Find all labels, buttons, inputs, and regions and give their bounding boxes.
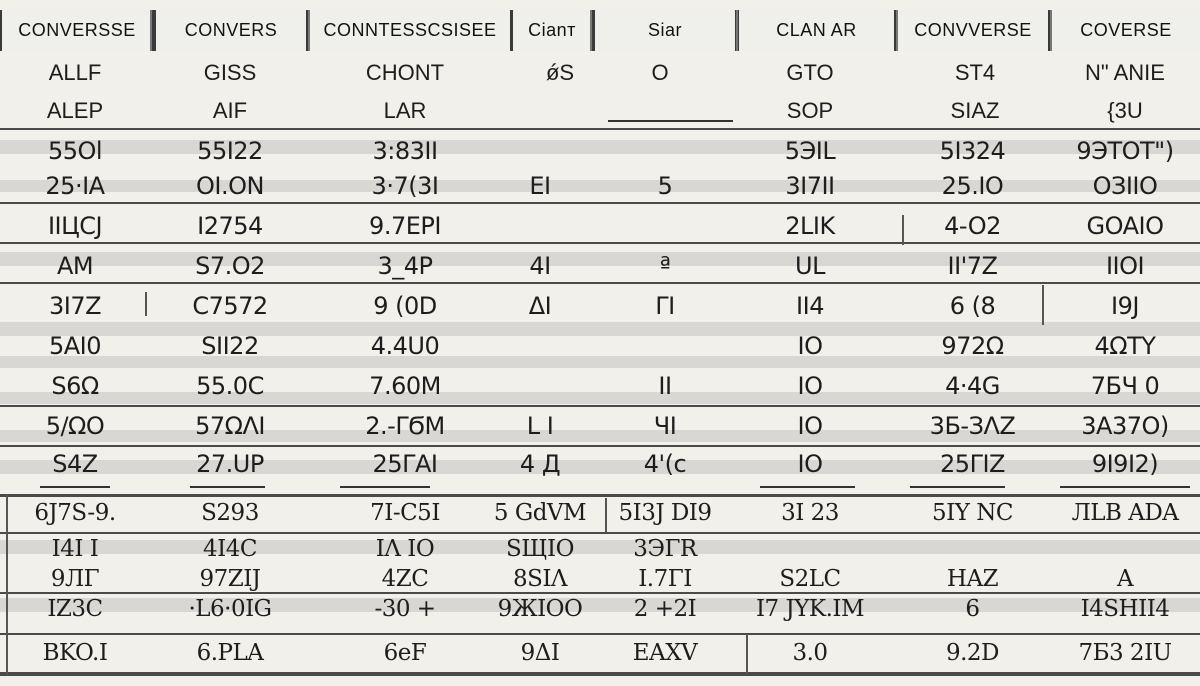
table-cell: 9ЭTOT") xyxy=(1076,137,1174,165)
row-divider xyxy=(0,445,1200,447)
header-cell: Siar xyxy=(595,10,735,51)
table-cell: 4 Д xyxy=(519,450,561,478)
header-cell: CONNTESSCSISEE xyxy=(310,10,510,51)
table-cell: 5IY NC xyxy=(932,500,1013,526)
table-cell: ª xyxy=(659,252,671,280)
table-cell: 9.7EPI xyxy=(369,212,441,240)
table-cell: ΔI xyxy=(528,292,552,320)
table-cell: 7I-C5I xyxy=(370,500,440,526)
row-divider xyxy=(0,633,1200,635)
cell-underline xyxy=(340,486,430,488)
table-row xyxy=(0,450,1200,482)
table-cell: OI.ON xyxy=(196,172,264,200)
table-cell: 5/ΩO xyxy=(45,412,105,440)
table-cell: EI xyxy=(529,172,551,200)
table-cell: 4I xyxy=(529,252,551,280)
table-row xyxy=(0,412,1200,444)
table-cell: 8SIΛ xyxy=(512,566,568,592)
table-cell: 972Ω xyxy=(941,332,1004,360)
subheader-cell: SOP xyxy=(786,98,834,123)
header-cell: CLAN AR xyxy=(739,10,894,51)
table-cell: I4SHII4 xyxy=(1080,596,1170,622)
table-cell: IO xyxy=(797,372,823,400)
table-cell: OЗIIO xyxy=(1092,172,1158,200)
table-cell: 4ZC xyxy=(381,566,429,592)
table-cell: 2.-ΓϬM xyxy=(365,412,445,440)
subheader-row xyxy=(0,60,1200,90)
table-row xyxy=(0,500,1200,532)
table-cell: 2 +2I xyxy=(633,596,697,622)
table-cell: 25.IO xyxy=(941,172,1004,200)
table-cell: IO xyxy=(797,412,823,440)
table-row xyxy=(0,596,1200,628)
table-cell: -30 + xyxy=(374,596,436,622)
cell-underline xyxy=(760,486,855,488)
table-cell: 4I4C xyxy=(203,536,257,562)
subheader-cell: ST4 xyxy=(954,60,996,85)
table-cell: 25·IA xyxy=(45,172,105,200)
table-cell: 9ЖIOO xyxy=(497,596,583,622)
table-cell: 57ΩΛI xyxy=(195,412,265,440)
table-cell: HAZ xyxy=(946,566,999,592)
table-cell: BKO.I xyxy=(42,640,108,666)
table-cell: II xyxy=(658,372,672,400)
subheader-row xyxy=(0,98,1200,128)
column-divider xyxy=(150,10,152,51)
cell-underline xyxy=(1060,486,1190,488)
table-cell: AM xyxy=(56,252,94,280)
subheader-cell: {3U xyxy=(1107,98,1143,123)
table-row xyxy=(0,172,1200,204)
table-cell: 9I9I2) xyxy=(1091,450,1159,478)
table-cell: ЧI xyxy=(653,412,677,440)
table-cell: 3Б-ЗΛZ xyxy=(929,412,1016,440)
row-divider xyxy=(0,532,1200,534)
header-cell: CONVERS xyxy=(156,10,306,51)
cell-underline xyxy=(910,486,1005,488)
table-row xyxy=(0,640,1200,672)
row-divider xyxy=(0,405,1200,407)
table-cell: 55Ol xyxy=(47,137,103,165)
column-divider xyxy=(896,10,898,51)
table-cell: 2LIK xyxy=(785,212,835,240)
table-cell: C7572 xyxy=(192,292,268,320)
table-cell: 55.0C xyxy=(196,372,264,400)
table-cell: 5 GdVM xyxy=(493,500,587,526)
subheader-cell: O xyxy=(651,60,669,85)
table-cell: IΛ IO xyxy=(375,536,435,562)
table-row xyxy=(0,212,1200,244)
subheader-cell: ALEP xyxy=(46,98,104,123)
subheader-cell: ǿS xyxy=(545,60,575,85)
table-cell: 3I 23 xyxy=(781,500,839,526)
table-cell: 7Б3 2IU xyxy=(1078,640,1172,666)
table-cell: UL xyxy=(795,252,825,280)
table-cell: 9ΔI xyxy=(520,640,560,666)
table-cell: 3_4P xyxy=(377,252,433,280)
table-cell: 6 xyxy=(965,596,980,622)
table-cell: 3A37O) xyxy=(1081,412,1169,440)
header-cell: CONVERSSE xyxy=(2,10,152,51)
table-cell: 9 (0D xyxy=(373,292,437,320)
column-divider xyxy=(736,10,738,51)
table-cell: 3·7(3I xyxy=(371,172,439,200)
cell-underline xyxy=(40,486,110,488)
table-cell: 5I324 xyxy=(939,137,1006,165)
table-cell: 3.0 xyxy=(792,640,828,666)
table-row xyxy=(0,536,1200,568)
table-cell: 9.2D xyxy=(945,640,1000,666)
header-cell: CONVVERSE xyxy=(898,10,1048,51)
table-cell: EAXV xyxy=(632,640,698,666)
table-cell: II'7Z xyxy=(947,252,998,280)
subheader-cell: N" ANIE xyxy=(1085,60,1165,85)
table-cell: ЛLB ADA xyxy=(1071,500,1179,526)
table-cell: IIЦCJ xyxy=(47,212,103,240)
table-cell: 4-O2 xyxy=(944,212,1001,240)
table-cell: 55I22 xyxy=(197,137,263,165)
table-header xyxy=(0,10,1200,51)
subheader-cell: CHONT xyxy=(365,60,445,85)
table-cell: SII22 xyxy=(201,332,259,360)
table-cell: IZ3C xyxy=(47,596,103,622)
table-cell: 3:83II xyxy=(372,137,438,165)
table-cell: IIOI xyxy=(1105,252,1145,280)
table-cell: S293 xyxy=(201,500,259,526)
table-cell: 3I7Z xyxy=(48,292,102,320)
table-cell: L I xyxy=(526,412,554,440)
table-bottom-border xyxy=(0,672,1200,676)
table-cell: 6J7S-9. xyxy=(34,500,116,526)
table-row xyxy=(0,372,1200,404)
cell-underline xyxy=(608,120,733,122)
table-cell: S7.O2 xyxy=(195,252,265,280)
table-cell: 6 (8 xyxy=(949,292,996,320)
subheader-cell: GTO xyxy=(786,60,834,85)
table-cell: S2LC xyxy=(779,566,841,592)
subheader-cell: GISS xyxy=(203,60,257,85)
table-cell: 3ЭΓR xyxy=(633,536,697,562)
table-cell: 7БЧ 0 xyxy=(1090,372,1160,400)
table-row xyxy=(0,332,1200,364)
table-cell: 5 xyxy=(657,172,673,200)
table-cell: I.7ΓI xyxy=(638,566,692,592)
table-cell: I9J xyxy=(1111,292,1139,320)
table-cell: 4·4G xyxy=(945,372,1000,400)
table-cell: 25ΓAI xyxy=(372,450,438,478)
table-cell: I7 JYK.IM xyxy=(755,596,865,622)
table-cell: S6Ω xyxy=(51,372,99,400)
column-divider xyxy=(308,10,310,51)
section-divider xyxy=(0,494,1200,497)
table-cell: 97ZIJ xyxy=(199,566,261,592)
table-cell: 3I7II xyxy=(785,172,835,200)
subheader-cell: AIF xyxy=(212,98,248,123)
table-cell: 5AI0 xyxy=(48,332,102,360)
table-cell: ·L6·0IG xyxy=(188,596,272,622)
row-divider xyxy=(0,128,1200,130)
cell-underline xyxy=(190,486,265,488)
table-cell: 7.60M xyxy=(369,372,441,400)
header-cell: Cіanт xyxy=(513,10,591,51)
table-cell: IO xyxy=(797,450,823,478)
table-cell: 27.UP xyxy=(196,450,264,478)
table-cell: II4 xyxy=(796,292,824,320)
header-cell: COVERSE xyxy=(1052,10,1200,51)
table-cell: SЩIO xyxy=(506,536,574,562)
table-cell: ΓI xyxy=(655,292,675,320)
table-cell: S4Z xyxy=(52,450,98,478)
table-cell: I2754 xyxy=(197,212,263,240)
table-cell: 9ЛΓ xyxy=(50,566,100,592)
table-cell: 4ΩTY xyxy=(1094,332,1156,360)
table-cell: 4.4U0 xyxy=(370,332,440,360)
column-divider xyxy=(590,10,592,51)
table-row xyxy=(0,566,1200,598)
table-cell: 5I3J DI9 xyxy=(618,500,712,526)
table-cell: 6.PLA xyxy=(196,640,264,666)
table-row xyxy=(0,292,1200,324)
table-cell: 6eF xyxy=(383,640,427,666)
table-cell: 4'(c xyxy=(643,450,687,478)
table-cell: IO xyxy=(797,332,823,360)
column-divider xyxy=(1050,10,1052,51)
subheader-cell: ALLF xyxy=(48,60,102,85)
table-cell: GOAIO xyxy=(1086,212,1164,240)
table-row xyxy=(0,137,1200,169)
subheader-cell: LAR xyxy=(383,98,427,123)
table-cell: I4I I xyxy=(51,536,99,562)
table-cell: A xyxy=(1116,566,1134,592)
table-cell: 5ЭIL xyxy=(784,137,836,165)
table-row xyxy=(0,252,1200,284)
subheader-cell: SIAZ xyxy=(950,98,1000,123)
table-cell: 25ΓIZ xyxy=(940,450,1005,478)
